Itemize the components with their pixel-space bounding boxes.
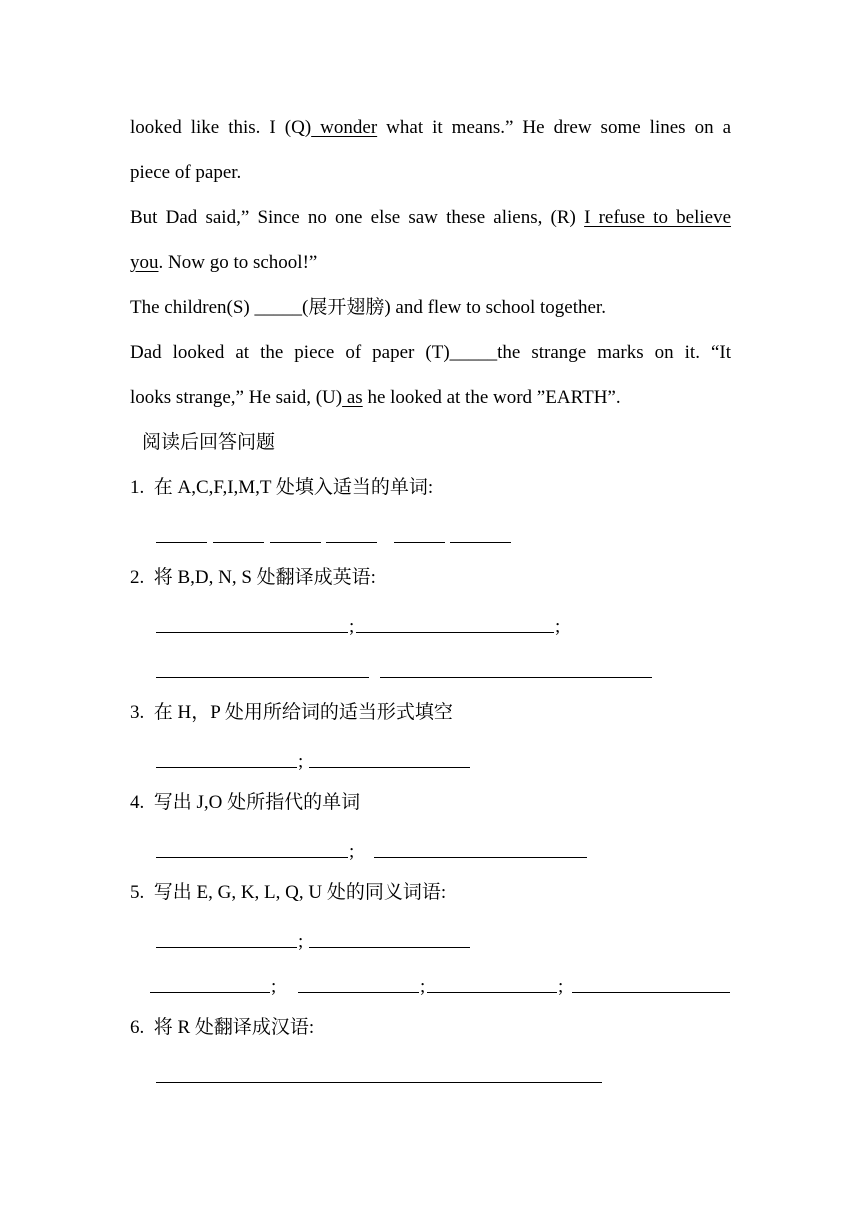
passage-text: he looked at the word ”EARTH”. [362, 387, 621, 408]
separator: ; [349, 616, 355, 637]
question-number: 1. [130, 477, 145, 498]
answer-blank-d[interactable] [356, 632, 554, 633]
passage-text: looks strange,” He said, (U) [130, 387, 343, 408]
question-text: 写出 E, G, K, L, Q, U 处的同义词语: [153, 882, 447, 903]
question-number: 2. [130, 567, 145, 588]
answer-blank-h[interactable] [156, 767, 297, 768]
answer-blank-a[interactable] [156, 542, 207, 543]
passage-line-1 [130, 116, 731, 140]
answer-blank-k[interactable] [150, 992, 270, 993]
underlined-phrase-r: I refuse to believe [584, 207, 732, 228]
question-2 [130, 566, 376, 590]
passage-text: looked like this. I (Q) [130, 117, 312, 138]
answer-blank-s[interactable] [380, 677, 652, 678]
question-number: 6. [130, 1017, 145, 1038]
passage-line-3 [130, 206, 731, 230]
answer-blank-m[interactable] [394, 542, 445, 543]
passage-text: . Now go to school!” [158, 252, 318, 273]
question-text: 在 A,C,F,I,M,T 处填入适当的单词: [153, 477, 434, 498]
question-5 [130, 881, 446, 905]
separator: ; [271, 976, 277, 997]
question-3 [130, 701, 453, 725]
passage-text: what it means.” He drew some lines on a [377, 117, 732, 138]
question-text: 将 B,D, N, S 处翻译成英语: [153, 567, 376, 588]
question-1 [130, 476, 433, 500]
question-6 [130, 1016, 314, 1040]
answer-blank-p[interactable] [309, 767, 470, 768]
separator: ; [349, 841, 355, 862]
answer-blank-t[interactable] [450, 542, 511, 543]
answer-blank-f[interactable] [270, 542, 321, 543]
question-text: 写出 J,O 处所指代的单词 [153, 792, 361, 813]
answer-blank-b[interactable] [156, 632, 348, 633]
question-number: 3. [130, 702, 145, 723]
passage-text: But Dad said,” Since no one else saw these aliens, (R) [130, 207, 585, 228]
answer-blank-u[interactable] [572, 992, 730, 993]
question-text: 将 R 处翻译成汉语: [153, 1017, 315, 1038]
passage-line-2: piece of paper. [130, 162, 242, 183]
answer-blank-l[interactable] [298, 992, 419, 993]
question-text: 在 H，P 处用所给词的适当形式填空 [153, 702, 453, 723]
answer-blank-g[interactable] [309, 947, 470, 948]
separator: ; [298, 751, 304, 772]
question-number: 4. [130, 792, 145, 813]
answer-blank-j[interactable] [156, 857, 348, 858]
answer-blank-e[interactable] [156, 947, 297, 948]
answer-blank-i[interactable] [326, 542, 377, 543]
answer-blank-c[interactable] [213, 542, 264, 543]
passage-line-6: Dad looked at the piece of paper (T)_____the strange marks on it. “It [130, 342, 731, 363]
passage-line-5: The children(S) _____(展开翅膀) and flew to school together. [130, 297, 606, 318]
answer-blank-q[interactable] [427, 992, 557, 993]
separator: ; [298, 931, 304, 952]
section-heading: 阅读后回答问题 [142, 432, 276, 453]
separator: ; [420, 976, 426, 997]
answer-blank-n[interactable] [156, 677, 369, 678]
passage-line-4 [130, 251, 731, 275]
underlined-phrase-r-end: you [130, 252, 159, 273]
separator: ; [558, 976, 564, 997]
question-4 [130, 791, 360, 815]
underlined-word-q: wonder [311, 117, 378, 138]
answer-blank-r[interactable] [156, 1082, 602, 1083]
answer-blank-o[interactable] [374, 857, 587, 858]
separator: ; [555, 616, 561, 637]
passage-line-7 [130, 386, 731, 410]
underlined-word-u: as [342, 387, 363, 408]
question-number: 5. [130, 882, 145, 903]
